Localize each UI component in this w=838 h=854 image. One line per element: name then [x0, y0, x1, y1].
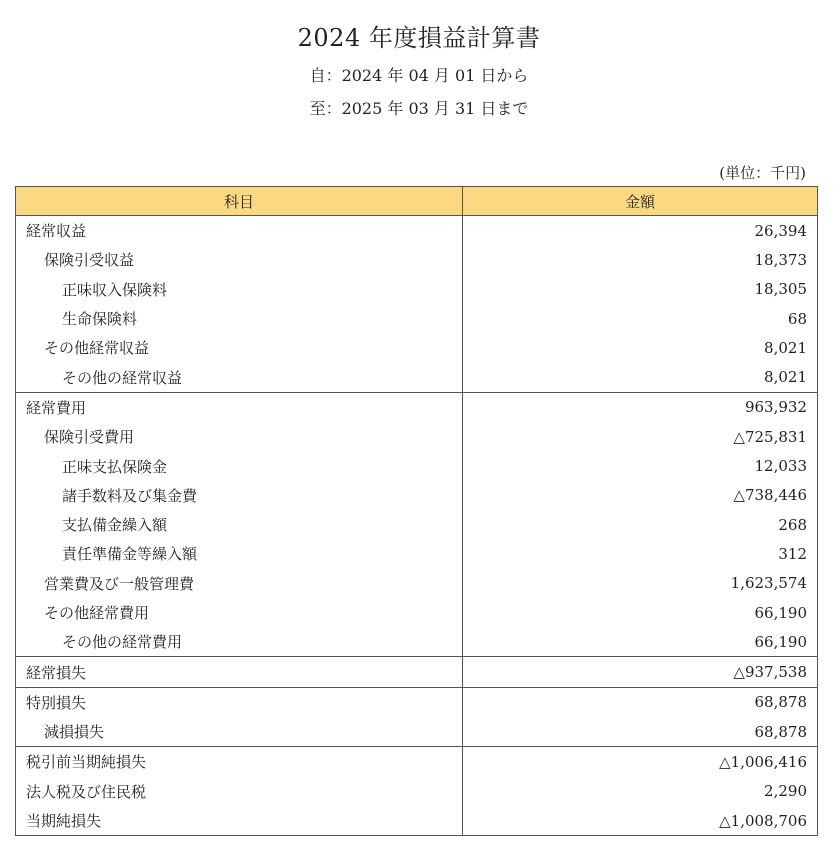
row-value: 68,878 — [463, 717, 818, 747]
row-label: 保険引受収益 — [16, 245, 463, 274]
document-title: 2024 年度損益計算書 — [297, 24, 541, 52]
row-label: 正味支払保険金 — [16, 451, 463, 480]
table-row — [16, 216, 818, 246]
period-to: 至：2025 年 03 月 31 日まで — [309, 99, 529, 118]
income-statement-table — [15, 186, 818, 836]
row-label: 経常損失 — [16, 657, 463, 687]
table-row — [16, 275, 818, 304]
row-value: 18,305 — [463, 275, 818, 304]
table-row — [16, 245, 818, 274]
row-label: 経常収益 — [16, 216, 463, 246]
row-label: 当期純損失 — [16, 806, 463, 836]
table-row — [16, 392, 818, 422]
table-header-row — [16, 187, 818, 216]
row-label: その他の経常収益 — [16, 362, 463, 392]
row-value: 8,021 — [463, 362, 818, 392]
row-value: △1,006,416 — [463, 747, 818, 777]
row-value: 68 — [463, 304, 818, 333]
header-amount: 金額 — [463, 187, 818, 216]
row-label: その他経常収益 — [16, 333, 463, 362]
table-row — [16, 569, 818, 598]
table-row — [16, 777, 818, 806]
row-value: 66,190 — [463, 627, 818, 657]
table-row — [16, 362, 818, 392]
table-row — [16, 657, 818, 687]
row-value: 12,033 — [463, 451, 818, 480]
row-label: その他経常費用 — [16, 598, 463, 627]
row-value: 268 — [463, 510, 818, 539]
row-value: 8,021 — [463, 333, 818, 362]
table-row — [16, 510, 818, 539]
table-row — [16, 304, 818, 333]
table-row — [16, 481, 818, 510]
row-value: 312 — [463, 539, 818, 568]
row-label: 正味収入保険料 — [16, 275, 463, 304]
table-row — [16, 806, 818, 836]
table-row — [16, 717, 818, 747]
table-row — [16, 687, 818, 717]
table-row — [16, 539, 818, 568]
row-value: 68,878 — [463, 687, 818, 717]
row-label: 諸手数料及び集金費 — [16, 481, 463, 510]
header-item: 科目 — [16, 187, 463, 216]
row-value: 66,190 — [463, 598, 818, 627]
row-label: 経常費用 — [16, 392, 463, 422]
row-value: △937,538 — [463, 657, 818, 687]
table-row — [16, 598, 818, 627]
row-label: 営業費及び一般管理費 — [16, 569, 463, 598]
row-label: 減損損失 — [16, 717, 463, 747]
unit-label: (単位：千円) — [719, 164, 806, 182]
period-from: 自：2024 年 04 月 01 日から — [309, 66, 529, 85]
row-label: 特別損失 — [16, 687, 463, 717]
table-row — [16, 333, 818, 362]
row-value: △1,008,706 — [463, 806, 818, 836]
row-label: 法人税及び住民税 — [16, 777, 463, 806]
table-row — [16, 627, 818, 657]
row-label: 責任準備金等繰入額 — [16, 539, 463, 568]
row-value: 2,290 — [463, 777, 818, 806]
row-value: 1,623,574 — [463, 569, 818, 598]
row-label: 生命保険料 — [16, 304, 463, 333]
row-value: 26,394 — [463, 216, 818, 246]
table-row — [16, 422, 818, 451]
row-value: △725,831 — [463, 422, 818, 451]
row-label: 税引前当期純損失 — [16, 747, 463, 777]
row-value: 18,373 — [463, 245, 818, 274]
row-label: 保険引受費用 — [16, 422, 463, 451]
table-row — [16, 747, 818, 777]
table-row — [16, 451, 818, 480]
row-value: 963,932 — [463, 392, 818, 422]
row-label: 支払備金繰入額 — [16, 510, 463, 539]
row-value: △738,446 — [463, 481, 818, 510]
row-label: その他の経常費用 — [16, 627, 463, 657]
